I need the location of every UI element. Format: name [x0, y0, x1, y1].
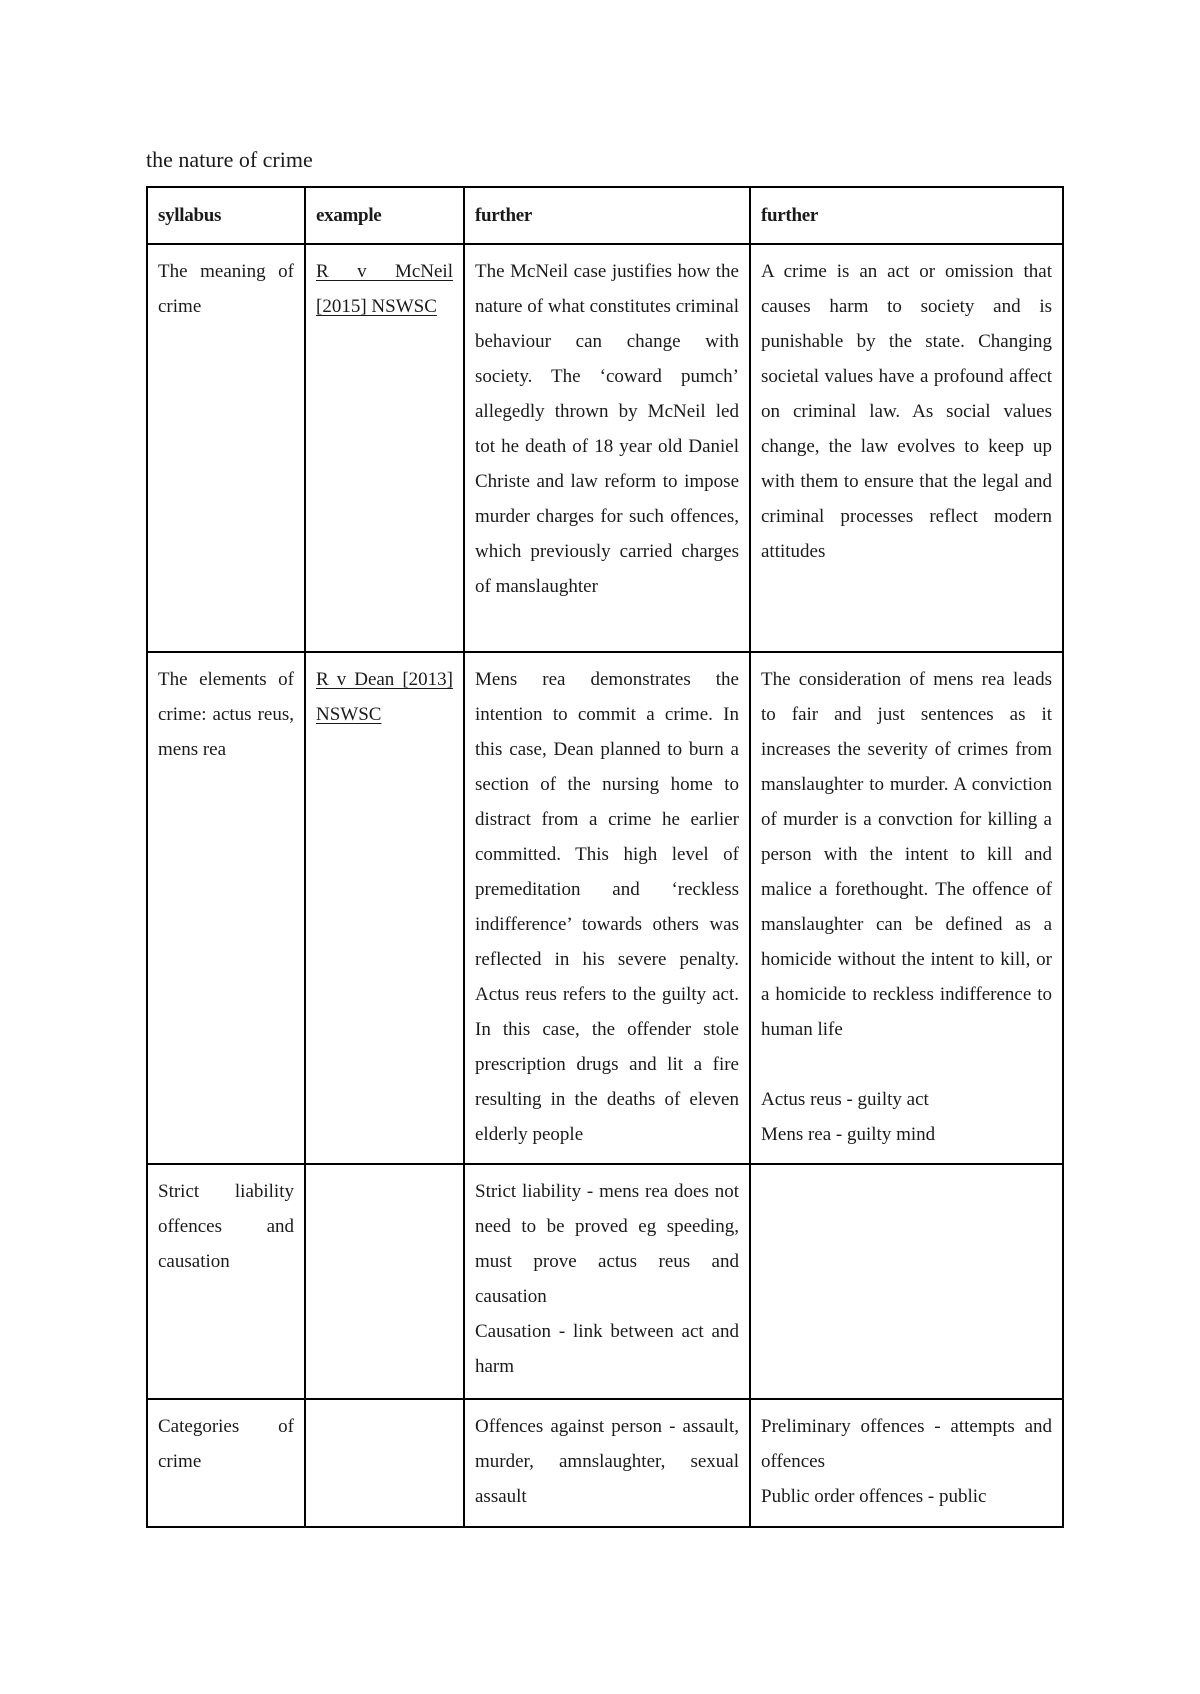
- table-row: [147, 1164, 1063, 1399]
- further-line: Mens rea - guilty mind: [761, 1124, 936, 1145]
- case-citation-link[interactable]: R v McNeil [2015] NSWSC: [316, 261, 453, 317]
- syllabus-cell: Strict liability offences and causation: [147, 1164, 305, 1399]
- further-cell: The McNeil case justifies how the nature of what constitutes criminal behaviour can change with society. The ‘coward pumch’ allegedly thrown by McNeil led tot he death of 18 year old Daniel Christe and law reform to impose murder charges for such offences, which previously carried charges of manslaughter: [464, 244, 750, 652]
- further-cell: [750, 652, 1063, 1164]
- further-paragraph: The consideration of mens rea leads to fair and just sentences as it increases the severity of crimes from manslaughter to murder. A conviction of murder is a convction for killing a person with the intent to kill and malice a forethought. The offence of manslaughter can be defined as a homicide without the intent to kill, or a homicide to reckless indifference to human life: [761, 669, 1052, 1040]
- further-line: Causation - link between act and harm: [475, 1321, 739, 1377]
- further-paragraph: Preliminary offences - attempts and offences: [761, 1416, 1052, 1472]
- further-cell: [750, 1164, 1063, 1399]
- table-header-row: [147, 187, 1063, 244]
- syllabus-cell: Categories of crime: [147, 1399, 305, 1527]
- further-line: Actus reus - guilty act: [761, 1089, 929, 1110]
- header-example: example: [305, 187, 464, 244]
- example-cell: [305, 652, 464, 1164]
- notes-table: [146, 186, 1064, 1528]
- table-row: [147, 652, 1063, 1164]
- paragraph-spacer: [761, 1047, 1052, 1082]
- document-title: the nature of crime: [146, 147, 313, 172]
- syllabus-cell: The elements of crime: actus reus, mens rea: [147, 652, 305, 1164]
- example-cell: [305, 244, 464, 652]
- example-cell: [305, 1399, 464, 1527]
- table-row: [147, 1399, 1063, 1527]
- table-row: [147, 244, 1063, 652]
- header-further-1: further: [464, 187, 750, 244]
- further-cell: A crime is an act or omission that causes harm to society and is punishable by the state. Changing societal values have a profound affect on criminal law. As social values change, the law evolves to keep up with them to ensure that the legal and criminal processes reflect modern attitudes: [750, 244, 1063, 652]
- further-line: Public order offences - public: [761, 1486, 987, 1507]
- header-syllabus: syllabus: [147, 187, 305, 244]
- syllabus-cell: The meaning of crime: [147, 244, 305, 652]
- further-cell: [464, 1164, 750, 1399]
- case-citation-link[interactable]: R v Dean [2013] NSWSC: [316, 669, 453, 725]
- further-cell: Offences against person - assault, murder, amnslaughter, sexual assault: [464, 1399, 750, 1527]
- further-cell: [750, 1399, 1063, 1527]
- further-paragraph: Strict liability - mens rea does not need to be proved eg speeding, must prove actus reus and causation: [475, 1181, 739, 1307]
- header-further-2: further: [750, 187, 1063, 244]
- example-cell: [305, 1164, 464, 1399]
- further-cell: Mens rea demonstrates the intention to commit a crime. In this case, Dean planned to burn a section of the nursing home to distract from a crime he earlier committed. This high level of premeditation and ‘reckless indifference’ towards others was reflected in his severe penalty. Actus reus refers to the guilty act. In this case, the offender stole prescription drugs and lit a fire resulting in the deaths of eleven elderly people: [464, 652, 750, 1164]
